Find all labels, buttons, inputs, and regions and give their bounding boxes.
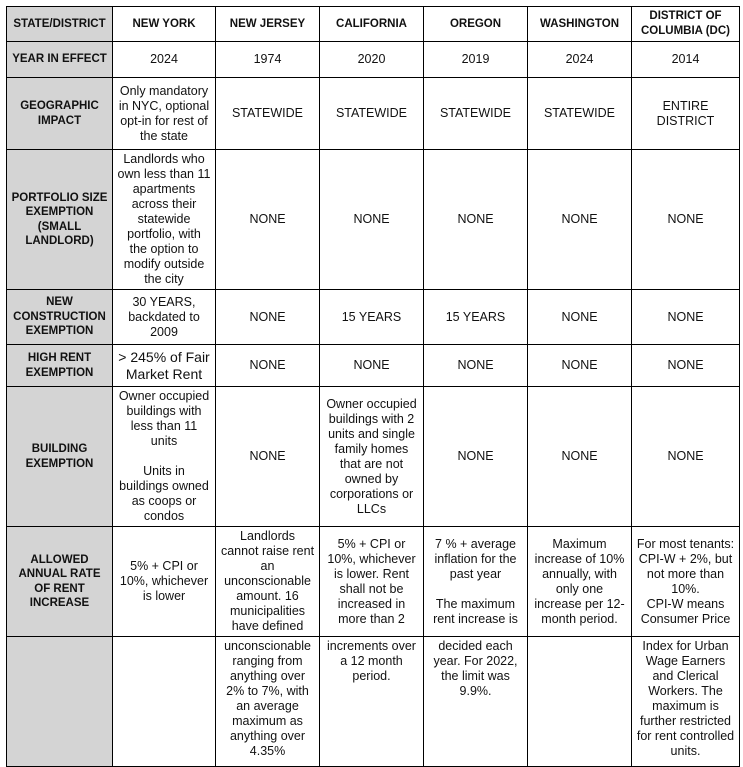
header-california: CALIFORNIA xyxy=(320,7,424,42)
cell: increments over a 12 month period. xyxy=(320,637,424,767)
cell: 5% + CPI or 10%, whichever is lower xyxy=(113,527,216,637)
cell: 15 YEARS xyxy=(424,290,528,345)
cell: ENTIRE DISTRICT xyxy=(632,78,740,150)
cell: NONE xyxy=(528,150,632,290)
cell: STATEWIDE xyxy=(528,78,632,150)
row-label: GEOGRAPHIC IMPACT xyxy=(7,78,113,150)
cell: NONE xyxy=(632,150,740,290)
cell: NONE xyxy=(528,345,632,387)
cell: NONE xyxy=(216,290,320,345)
cell: Only mandatory in NYC, optional opt-in for rest of the state xyxy=(113,78,216,150)
cell: NONE xyxy=(632,387,740,527)
cell: STATEWIDE xyxy=(424,78,528,150)
cell: For most tenants: CPI-W + 2%, but not more than 10%. CPI-W means Consumer Price xyxy=(632,527,740,637)
row-portfolio-size-exemption xyxy=(7,150,740,290)
cell: Owner occupied buildings with 2 units and single family homes that are not owned by corporations or LLCs xyxy=(320,387,424,527)
cell: Owner occupied buildings with less than 11 units Units in buildings owned as coops or condos xyxy=(113,387,216,527)
header-label: STATE/DISTRICT xyxy=(7,7,113,42)
cell: 7 % + average inflation for the past year The maximum rent increase is xyxy=(424,527,528,637)
cell: 15 YEARS xyxy=(320,290,424,345)
cell: NONE xyxy=(320,150,424,290)
header-new-york: NEW YORK xyxy=(113,7,216,42)
cell: Landlords cannot raise rent an unconscionable amount. 16 municipalities have defined xyxy=(216,527,320,637)
cell: 1974 xyxy=(216,42,320,78)
cell: NONE xyxy=(632,345,740,387)
row-new-construction-exemption xyxy=(7,290,740,345)
row-allowed-annual-rate xyxy=(7,527,740,637)
cell: NONE xyxy=(216,150,320,290)
cell: 5% + CPI or 10%, whichever is lower. Rent shall not be increased in more than 2 xyxy=(320,527,424,637)
cell: > 245% of Fair Market Rent xyxy=(113,345,216,387)
cell: unconscionable ranging from anything over 2% to 7%, with an average maximum as anything over 4.35% xyxy=(216,637,320,767)
row-label: ALLOWED ANNUAL RATE OF RENT INCREASE xyxy=(7,527,113,637)
row-high-rent-exemption xyxy=(7,345,740,387)
cell: NONE xyxy=(424,387,528,527)
row-building-exemption xyxy=(7,387,740,527)
cell: NONE xyxy=(216,345,320,387)
cell: NONE xyxy=(216,387,320,527)
cell: STATEWIDE xyxy=(216,78,320,150)
row-label: YEAR IN EFFECT xyxy=(7,42,113,78)
row-label: HIGH RENT EXEMPTION xyxy=(7,345,113,387)
header-row xyxy=(7,7,740,42)
cell: 2024 xyxy=(113,42,216,78)
cell: NONE xyxy=(320,345,424,387)
row-geographic-impact xyxy=(7,78,740,150)
header-new-jersey: NEW JERSEY xyxy=(216,7,320,42)
header-district-of-columbia: DISTRICT OF COLUMBIA (DC) xyxy=(632,7,740,42)
cell: 2020 xyxy=(320,42,424,78)
cell: NONE xyxy=(424,150,528,290)
cell: NONE xyxy=(528,290,632,345)
cell: NONE xyxy=(424,345,528,387)
cell: decided each year. For 2022, the limit was 9.9%. xyxy=(424,637,528,767)
header-oregon: OREGON xyxy=(424,7,528,42)
row-allowed-annual-rate-continued xyxy=(7,637,740,767)
rent-control-comparison-table xyxy=(6,6,740,767)
row-label xyxy=(7,637,113,767)
cell: 30 YEARS, backdated to 2009 xyxy=(113,290,216,345)
row-label: NEW CONSTRUCTION EXEMPTION xyxy=(7,290,113,345)
cell: NONE xyxy=(632,290,740,345)
cell: STATEWIDE xyxy=(320,78,424,150)
cell: 2014 xyxy=(632,42,740,78)
cell: Maximum increase of 10% annually, with only one increase per 12-month period. xyxy=(528,527,632,637)
cell: Index for Urban Wage Earners and Clerical Workers. The maximum is further restricted for rent controlled units. xyxy=(632,637,740,767)
cell: Landlords who own less than 11 apartments across their statewide portfolio, with the option to modify outside the city xyxy=(113,150,216,290)
cell: 2019 xyxy=(424,42,528,78)
cell: NONE xyxy=(528,387,632,527)
cell xyxy=(113,637,216,767)
row-year-in-effect xyxy=(7,42,740,78)
row-label: PORTFOLIO SIZE EXEMPTION (SMALL LANDLORD) xyxy=(7,150,113,290)
header-washington: WASHINGTON xyxy=(528,7,632,42)
cell: 2024 xyxy=(528,42,632,78)
row-label: BUILDING EXEMPTION xyxy=(7,387,113,527)
cell xyxy=(528,637,632,767)
